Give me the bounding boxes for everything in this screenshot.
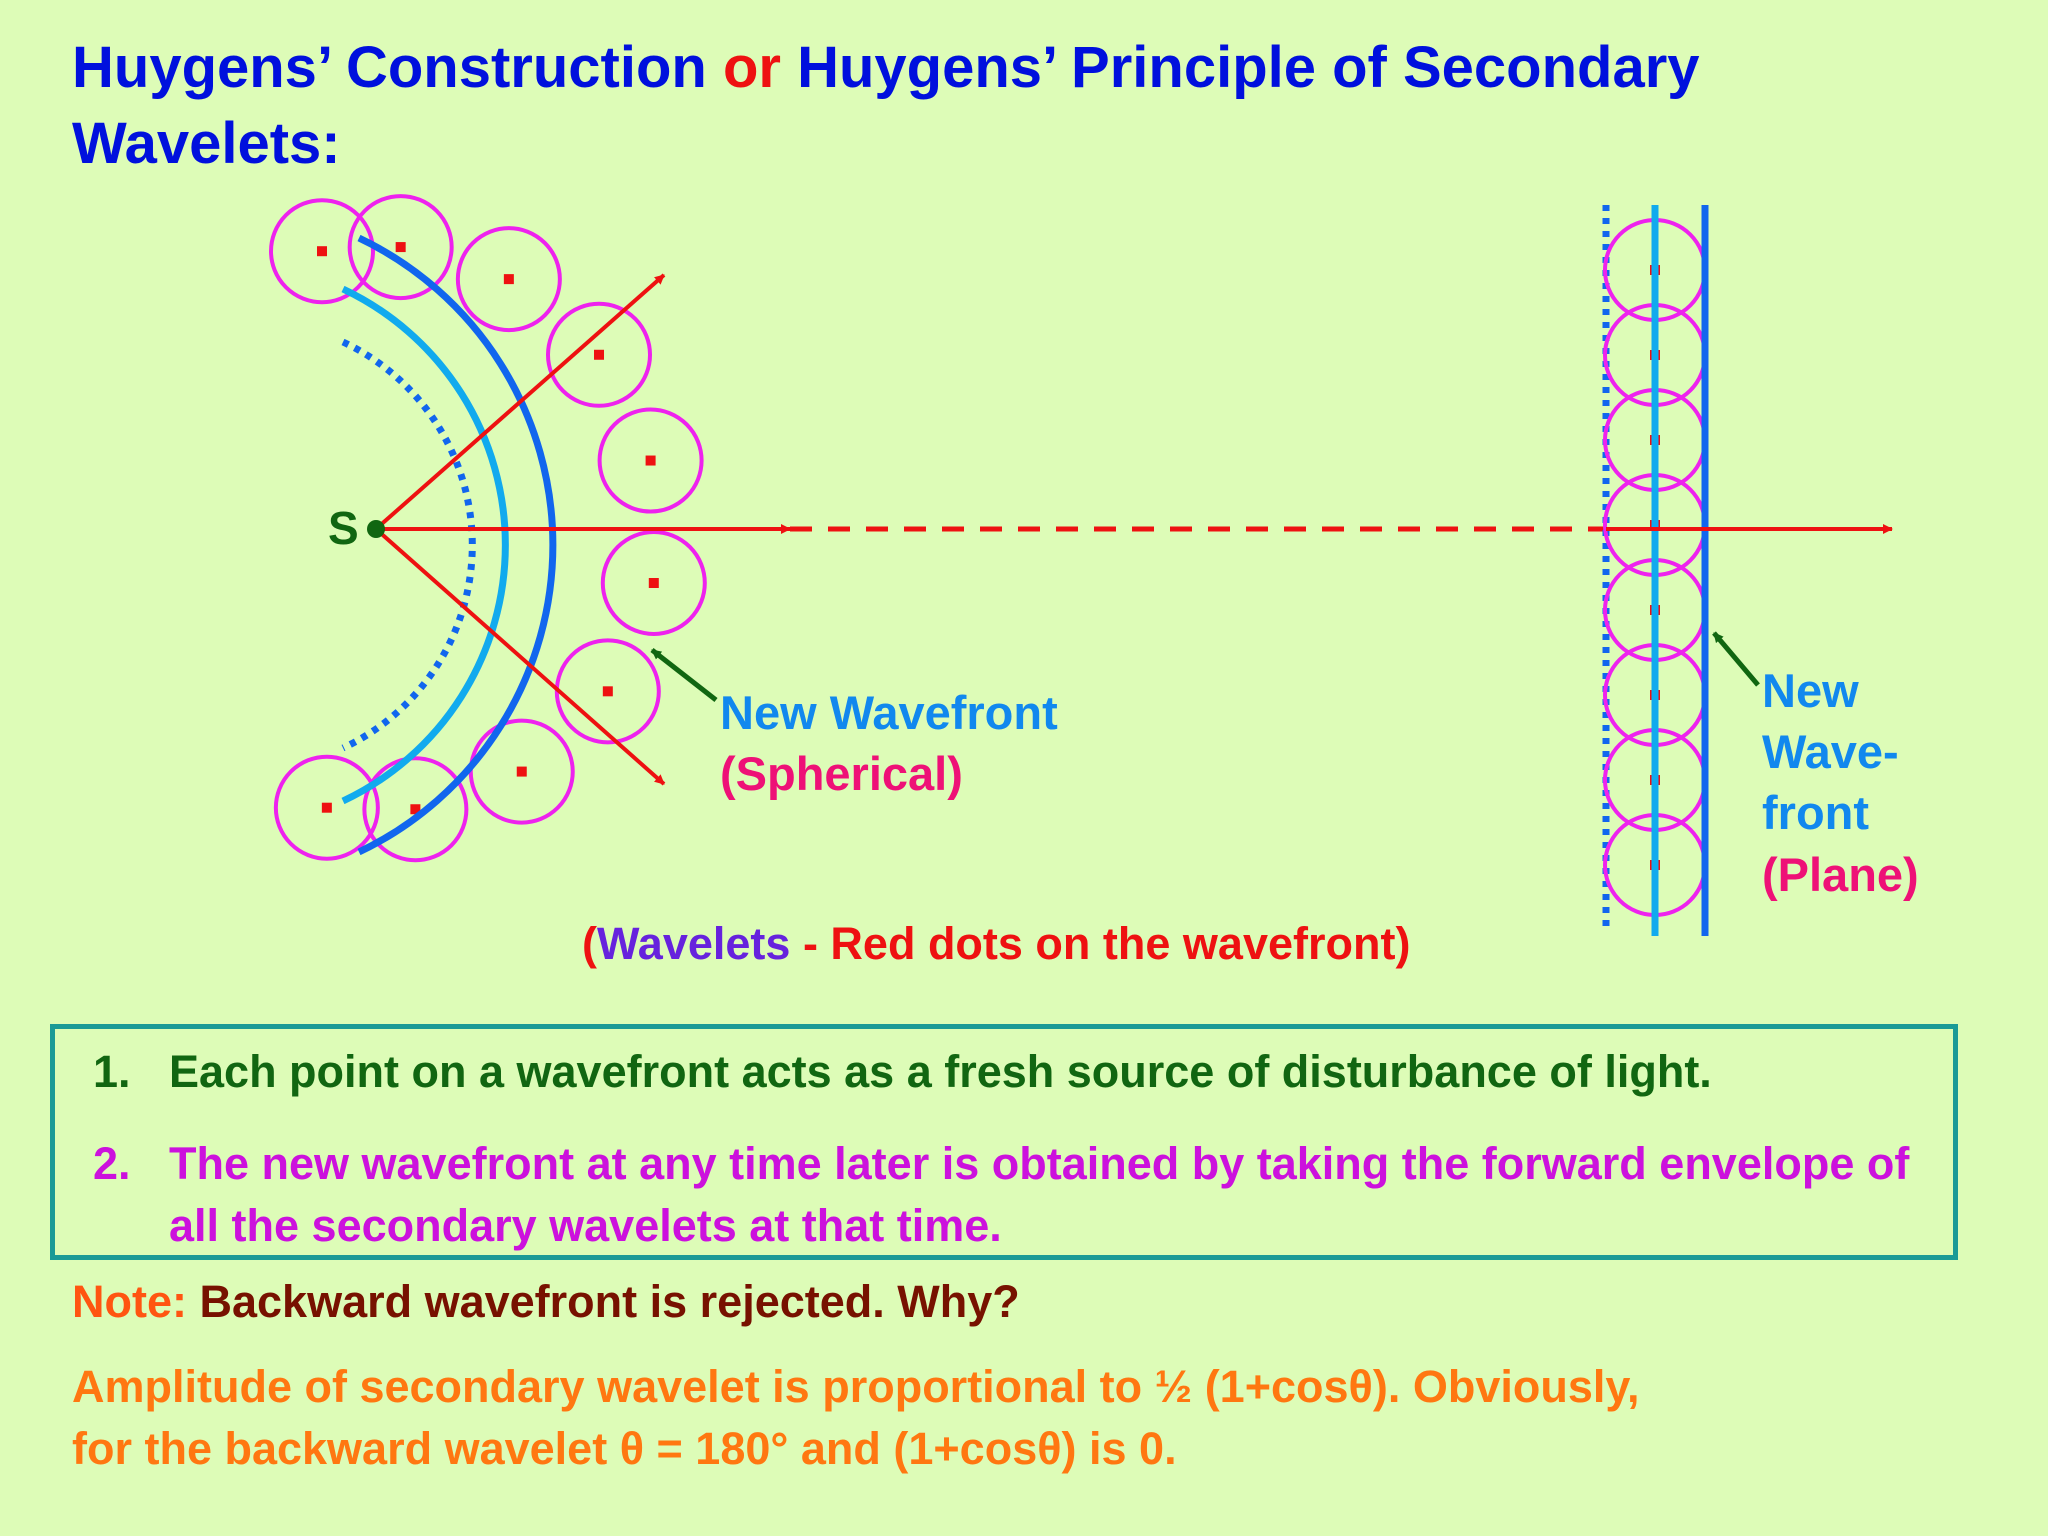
source-label: S	[328, 502, 359, 554]
source-point	[367, 520, 385, 538]
spherical-label-arrow	[652, 650, 716, 700]
spherical-label-line1: New Wavefront	[720, 686, 1058, 739]
new-spherical-wavefront	[359, 238, 553, 852]
plane-label-line3: front	[1762, 786, 1870, 839]
amplitude-line-1: Amplitude of secondary wavelet is proportional to ½ (1+cosθ). Obviously,	[72, 1361, 1640, 1412]
principle-text: Each point on a wavefront acts as a fresh source of disturbance of light.	[169, 1046, 1712, 1097]
principles-box	[50, 1024, 1958, 1260]
caption-wavelets: Wavelets	[597, 918, 791, 969]
caption-close: )	[1395, 918, 1411, 969]
wavelet-caption	[582, 918, 1410, 970]
wavelet-source-dot	[517, 767, 527, 777]
amplitude-explanation	[72, 1356, 1972, 1480]
caption-rest: - Red dots on the wavefront	[790, 918, 1396, 969]
wavelet-source-dot	[646, 456, 656, 466]
wavelet-source-dot	[317, 246, 327, 256]
principle-number: 1.	[93, 1046, 131, 1097]
wavelet-source-dot	[322, 803, 332, 813]
caption-open: (	[582, 918, 597, 969]
plane-label-line1: New	[1762, 664, 1859, 717]
plane-label-line4: (Plane)	[1762, 848, 1919, 901]
wavelet-source-dot	[396, 242, 406, 252]
title-part-2: Huygens’ Principle of Secondary Wavelets:	[72, 35, 1700, 176]
title-connector: or	[722, 35, 781, 100]
principle-number: 2.	[93, 1138, 131, 1189]
backward-envelope-spherical	[343, 342, 472, 748]
plane-label-line2: Wave-	[1762, 725, 1899, 778]
note-label: Note:	[72, 1276, 187, 1327]
note	[72, 1276, 1020, 1328]
wavelet-source-dot	[649, 578, 659, 588]
title-part-1: Huygens’ Construction	[72, 35, 723, 100]
wavelet-source-dot	[603, 686, 613, 696]
wavelet-source-dot	[504, 274, 514, 284]
old-spherical-wavefront	[343, 289, 505, 801]
amplitude-line-2: for the backward wavelet θ = 180° and (1+cosθ) is 0.	[72, 1423, 1177, 1474]
principle-text: The new wavefront at any time later is obtained by taking the forward envelope of all the secondary wavelets at that time.	[169, 1138, 1910, 1251]
note-text: Backward wavefront is rejected. Why?	[186, 1276, 1020, 1327]
spherical-label-line2: (Spherical)	[720, 747, 963, 800]
plane-label-arrow	[1714, 633, 1758, 685]
wavelet-source-dot	[594, 350, 604, 360]
